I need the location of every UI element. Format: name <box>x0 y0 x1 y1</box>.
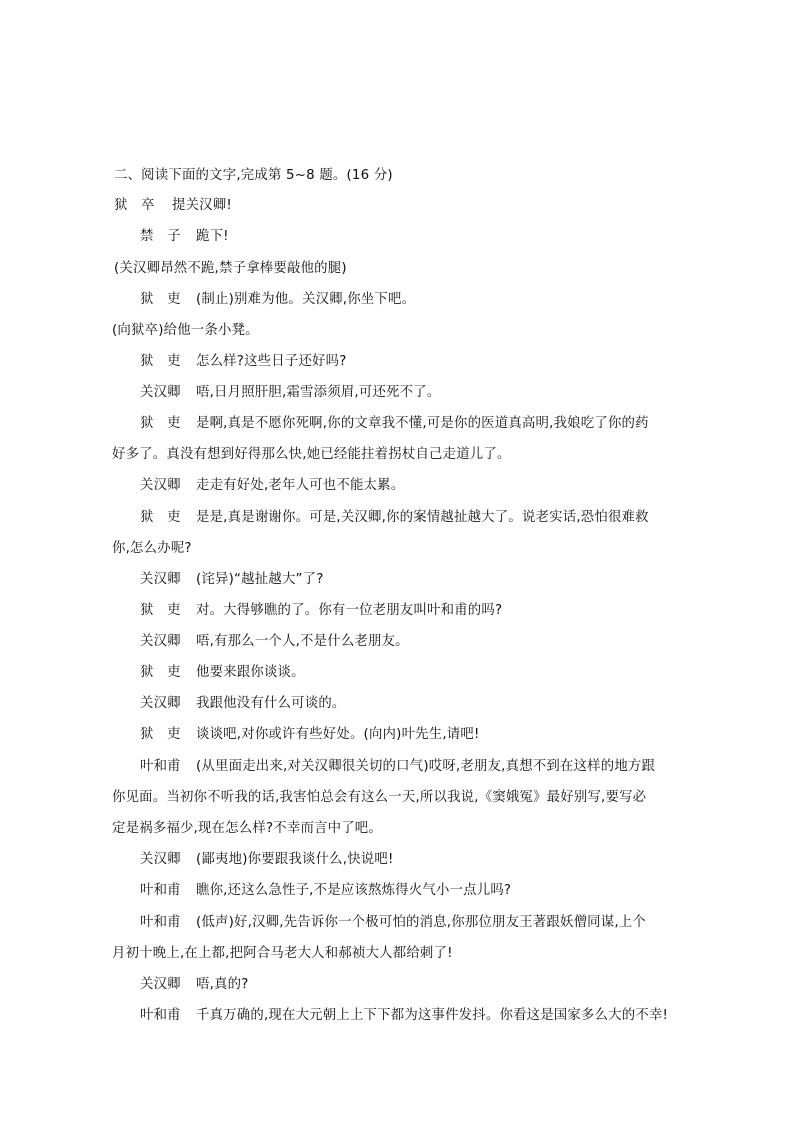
speaker-label: 叶和甫 <box>140 1008 181 1023</box>
dialogue-continuation: 你见面。当初你不听我的话,我害怕总会有这么一天,所以我说,《窦娥冤》最好别写,要写必 <box>112 790 647 805</box>
dialogue-continuation: 你,怎么办呢? <box>112 541 192 556</box>
speaker-label: 关汉卿 <box>140 852 181 867</box>
dialogue-text: 他要来跟你谈谈。 <box>196 665 305 680</box>
dialogue-line <box>140 850 394 870</box>
speaker-label: 狱 吏 <box>140 416 181 431</box>
dialogue-text: (诧异)“越扯越大”了? <box>196 572 324 587</box>
speaker-label: 禁 子 <box>140 229 181 244</box>
dialogue-text: 唔,日月照肝胆,霜雪添须眉,可还死不了。 <box>196 385 441 400</box>
dialogue-line <box>140 290 415 310</box>
speaker-label: 叶和甫 <box>140 883 181 898</box>
dialogue-text: 我跟他没有什么可谈的。 <box>196 696 346 711</box>
dialogue-text: 谈谈吧,对你或许有些好处。(向内)叶先生,请吧! <box>196 727 480 742</box>
dialogue-text: 对。大得够瞧的了。你有一位老朋友叫叶和甫的吗? <box>196 603 503 618</box>
speaker-label: 关汉卿 <box>140 977 181 992</box>
speaker-label: 关汉卿 <box>140 385 181 400</box>
speaker-label: 狱 吏 <box>140 510 181 525</box>
dialogue-text: 唔,有那么一个人,不是什么老朋友。 <box>196 634 409 649</box>
dialogue-text: (鄙夷地)你要跟我谈什么,快说吧! <box>196 852 394 867</box>
dialogue-line <box>140 694 346 714</box>
question-heading: 二、阅读下面的文字,完成第 5~8 题。(16 分) <box>114 168 393 183</box>
dialogue-text: (低声)好,汉卿,先告诉你一个极可怕的消息,你那位朋友王著跟妖僧同谋,上个 <box>196 915 646 930</box>
dialogue-line <box>140 913 646 933</box>
dialogue-line <box>114 196 232 216</box>
dialogue-line <box>140 663 305 683</box>
speaker-label: 狱 吏 <box>140 292 181 307</box>
dialogue-text: (从里面走出来,对关汉卿很关切的口气)哎呀,老朋友,真想不到在这样的地方跟 <box>196 759 656 774</box>
dialogue-line <box>140 383 440 403</box>
dialogue-continuation: 好多了。真没有想到好得那么快,她已经能拄着拐杖自己走道儿了。 <box>112 447 511 462</box>
dialogue-line <box>140 1006 668 1026</box>
dialogue-text: 怎么样?这些日子还好吗? <box>196 354 347 369</box>
dialogue-line <box>140 881 511 901</box>
dialogue-line <box>140 725 480 745</box>
stage-direction: (关汉卿昂然不跪,禁子拿棒要敲他的腿) <box>114 261 347 276</box>
speaker-label: 叶和甫 <box>140 759 181 774</box>
speaker-label: 狱 吏 <box>140 603 181 618</box>
speaker-label: 狱 吏 <box>140 354 181 369</box>
speaker-label: 狱 卒 <box>114 198 155 213</box>
dialogue-line <box>140 570 324 590</box>
dialogue-text: 跪下! <box>196 229 229 244</box>
dialogue-line <box>140 227 229 247</box>
speaker-label: 关汉卿 <box>140 634 181 649</box>
speaker-label: 关汉卿 <box>140 478 181 493</box>
dialogue-line <box>140 601 502 621</box>
dialogue-text: 唔,真的? <box>196 977 249 992</box>
dialogue-line <box>140 757 655 777</box>
dialogue-line <box>140 508 649 528</box>
speaker-label: 关汉卿 <box>140 696 181 711</box>
speaker-label: 关汉卿 <box>140 572 181 587</box>
dialogue-line <box>140 632 409 652</box>
speaker-label: 叶和甫 <box>140 915 181 930</box>
dialogue-text: 是是,真是谢谢你。可是,关汉卿,你的案情越扯越大了。说老实话,恐怕很难救 <box>196 510 649 525</box>
dialogue-text: 是啊,真是不愿你死啊,你的文章我不懂,可是你的医道真高明,我娘吃了你的药 <box>196 416 649 431</box>
dialogue-text: 走走有好处,老年人可也不能太累。 <box>196 478 405 493</box>
dialogue-text: 提关汉卿! <box>172 198 232 213</box>
dialogue-text: 瞧你,还这么急性子,不是应该熬炼得火气小一点儿吗? <box>196 883 512 898</box>
dialogue-line <box>140 352 347 372</box>
speaker-label: 狱 吏 <box>140 665 181 680</box>
dialogue-line <box>140 414 649 434</box>
dialogue-text: 千真万确的,现在大元朝上上下下都为这事件发抖。你看这是国家多么大的不幸! <box>196 1008 669 1023</box>
stage-direction: (向狱卒)给他一条小凳。 <box>112 323 259 338</box>
dialogue-text: (制止)别难为他。关汉卿,你坐下吧。 <box>196 292 416 307</box>
dialogue-continuation: 月初十晚上,在上都,把阿合马老大人和郝祯大人都给刺了! <box>112 946 453 961</box>
dialogue-line <box>140 975 249 995</box>
dialogue-line <box>140 476 404 496</box>
speaker-label: 狱 吏 <box>140 727 181 742</box>
dialogue-continuation: 定是祸多福少,现在怎么样?不幸而言中了吧。 <box>112 821 382 836</box>
